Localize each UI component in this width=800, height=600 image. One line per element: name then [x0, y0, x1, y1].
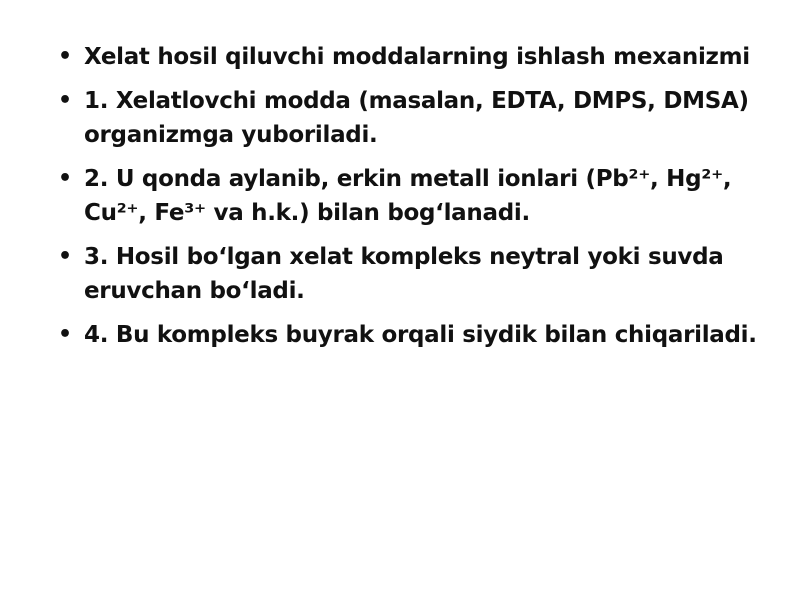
bullet-text: 4. Bu kompleks buyrak orqali siydik bilan chiqariladi.	[84, 322, 757, 348]
bullet-item-step-4	[58, 318, 778, 352]
bullet-text: 3. Hosil bo‘lgan xelat kompleks neytral yoki suvda eruvchan bo‘ladi.	[84, 244, 724, 304]
bullet-item-step-1	[58, 84, 778, 152]
bullet-item-step-2	[58, 162, 778, 230]
bullet-dot-icon: •	[58, 88, 72, 113]
bullet-dot-icon: •	[58, 166, 72, 191]
bullet-dot-icon: •	[58, 44, 72, 69]
bullet-text: Xelat hosil qiluvchi moddalarning ishlash mexanizmi	[84, 44, 750, 70]
bullet-list	[58, 40, 778, 362]
bullet-text: 1. Xelatlovchi modda (masalan, EDTA, DMPS, DMSA) organizmga yuboriladi.	[84, 88, 749, 148]
bullet-text: 2. U qonda aylanib, erkin metall ionlari (Pb²⁺, Hg²⁺, Cu²⁺, Fe³⁺ va h.k.) bilan bog‘lanadi.	[84, 166, 732, 226]
bullet-item-step-3	[58, 240, 778, 308]
bullet-item-title	[58, 40, 778, 74]
bullet-dot-icon: •	[58, 322, 72, 347]
bullet-dot-icon: •	[58, 244, 72, 269]
